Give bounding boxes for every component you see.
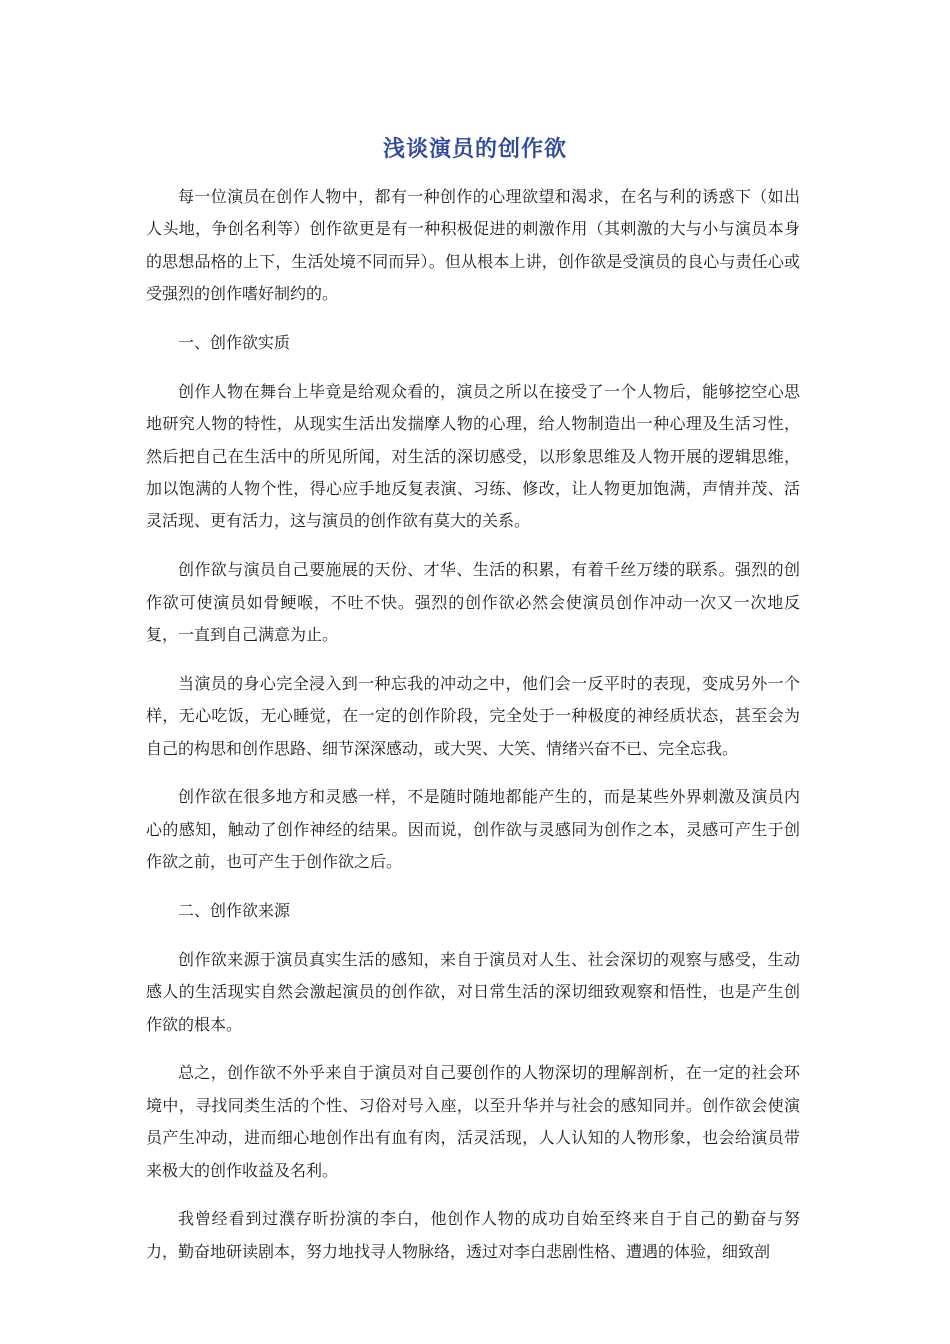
document-body: [146, 181, 800, 1285]
section-heading: 二、创作欲来源: [178, 901, 291, 921]
paragraph: 当演员的身心完全浸入到一种忘我的冲动之中，他们会一反平时的表现，变成另外一个样，无心吃饭，无心睡觉，在一定的创作阶段，完全处于一种极度的神经质状态，甚至会为自己的构思和创作思路、细节深深感动，或大哭、大笑、情绪兴奋不已、完全忘我。: [146, 673, 800, 758]
paragraph: 我曾经看到过濮存昕扮演的李白，他创作人物的成功自始至终来自于自己的勤奋与努力，勤奋地研读剧本，努力地找寻人物脉络，透过对李白悲剧性格、遭遇的体验，细致剖: [146, 1209, 800, 1261]
paragraph: 总之，创作欲不外乎来自于演员对自己要创作的人物深切的理解剖析，在一定的社会环境中，寻找同类生活的个性、习俗对号入座，以至升华并与社会的感知同并。创作欲会使演员产生冲动，进而细心地创作出有血有肉，活灵活现，人人认知的人物形象，也会给演员带来极大的创作收益及名利。: [146, 1063, 800, 1180]
paragraph: 每一位演员在创作人物中，都有一种创作的心理欲望和渴求，在名与利的诱惑下（如出人头地，争创名利等）创作欲更是有一种积极促进的刺激作用（其刺激的大与小与演员本身的思想品格的上下，生活处境不同而异）。但从根本上讲，创作欲是受演员的良心与责任心或受强烈的创作嗜好制约的。: [146, 187, 800, 304]
document-title: 浅谈演员的创作欲: [382, 137, 567, 162]
paragraph: 创作人物在舞台上毕竟是给观众看的，演员之所以在接受了一个人物后，能够挖空心思地研究人物的特性，从现实生活出发揣摩人物的心理，给人物制造出一种心理及生活习性，然后把自己在生活中的所见所闻，对生活的深切感受，以形象思维及人物开展的逻辑思维，加以饱满的人物个性，得心应手地反复表演、习练、修改，让人物更加饱满，声情并茂、活灵活现、更有活力，这与演员的创作欲有莫大的关系。: [146, 381, 800, 531]
paragraph: 创作欲来源于演员真实生活的感知，来自于演员对人生、社会深切的观察与感受，生动感人的生活现实自然会激起演员的创作欲，对日常生活的深切细致观察和悟性，也是产生创作欲的根本。: [146, 949, 800, 1034]
paragraph: 创作欲在很多地方和灵感一样，不是随时随地都能产生的，而是某些外界刺激及演员内心的感知，触动了创作神经的结果。因而说，创作欲与灵感同为创作之本，灵感可产生于创作欲之前，也可产生于创作欲之后。: [146, 787, 800, 872]
section-heading: 一、创作欲实质: [178, 333, 291, 353]
paragraph: 创作欲与演员自己要施展的天份、才华、生活的积累，有着千丝万缕的联系。强烈的创作欲可使演员如骨鲠喉，不吐不快。强烈的创作欲必然会使演员创作冲动一次又一次地反复，一直到自己满意为止。: [146, 560, 800, 645]
